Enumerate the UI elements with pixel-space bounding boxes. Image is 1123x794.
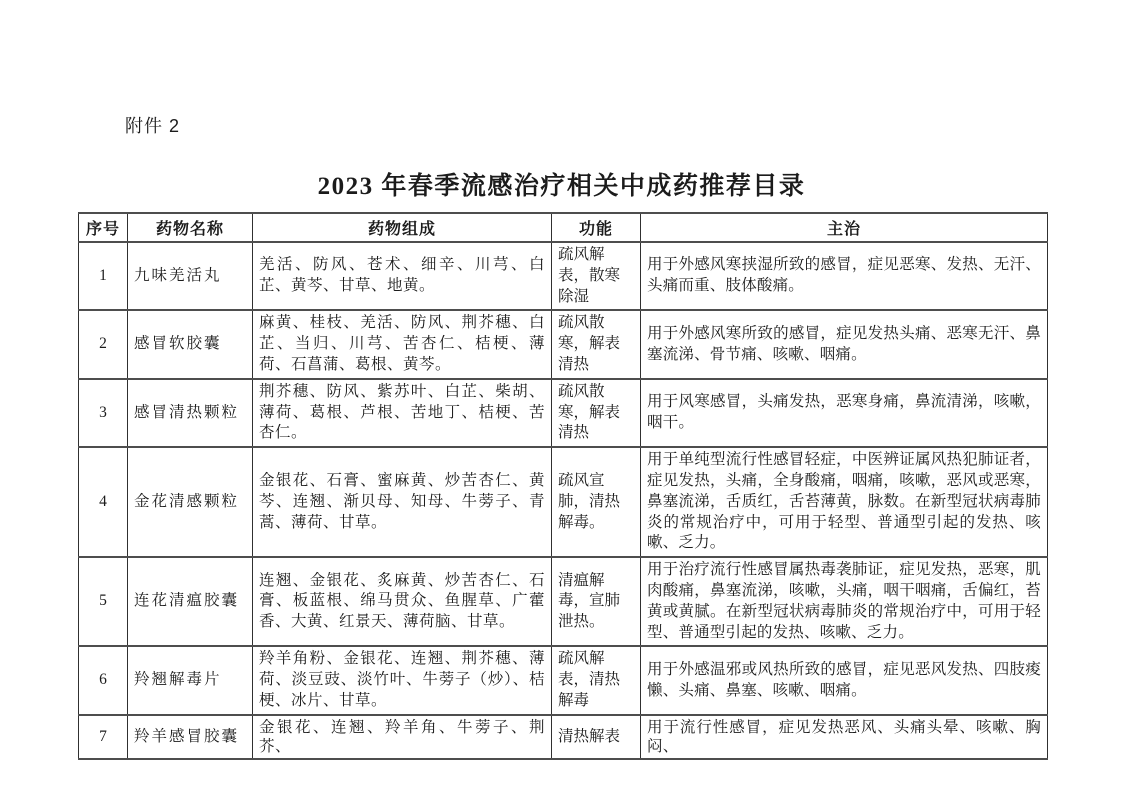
cell-function: 疏风宣肺，清热解毒。 (552, 447, 641, 557)
cell-indication: 用于外感温邪或风热所致的感冒，症见恶风发热、四肢痠懒、头痛、鼻塞、咳嗽、咽痛。 (641, 646, 1048, 714)
cell-function: 疏风解表，散寒除湿 (552, 242, 641, 310)
col-header-composition: 药物组成 (253, 213, 552, 242)
cell-composition: 羚羊角粉、金银花、连翘、荆芥穗、薄荷、淡豆豉、淡竹叶、牛蒡子（炒）、桔梗、冰片、甘草。 (253, 646, 552, 714)
attachment-label: 附件 2 (125, 116, 181, 136)
cell-drug-name: 感冒清热颗粒 (128, 379, 253, 447)
cell-row-number: 1 (79, 242, 128, 310)
cell-row-number: 4 (79, 447, 128, 557)
cell-function: 清热解表 (552, 715, 641, 759)
cell-drug-name: 羚翘解毒片 (128, 646, 253, 714)
cell-composition: 羌活、防风、苍术、细辛、川芎、白芷、黄芩、甘草、地黄。 (253, 242, 552, 310)
cell-function: 疏风解表，清热解毒 (552, 646, 641, 714)
table-row (79, 646, 1048, 714)
cell-indication: 用于外感风寒挟湿所致的感冒，症见恶寒、发热、无汗、头痛而重、肢体酸痛。 (641, 242, 1048, 310)
medicine-table (78, 212, 1048, 760)
table-row (79, 379, 1048, 447)
table-header-row (79, 213, 1048, 242)
cell-composition: 麻黄、桂枝、羌活、防风、荆芥穗、白芷、当归、川芎、苦杏仁、桔梗、薄荷、石菖蒲、葛根、黄芩。 (253, 310, 552, 378)
table-row (79, 715, 1048, 759)
cell-indication: 用于外感风寒所致的感冒，症见发热头痛、恶寒无汗、鼻塞流涕、骨节痛、咳嗽、咽痛。 (641, 310, 1048, 378)
col-header-indication: 主治 (641, 213, 1048, 242)
cell-drug-name: 连花清瘟胶囊 (128, 557, 253, 646)
col-header-function: 功能 (552, 213, 641, 242)
page-title: 2023 年春季流感治疗相关中成药推荐目录 (317, 173, 806, 200)
cell-row-number: 7 (79, 715, 128, 759)
cell-composition: 连翘、金银花、炙麻黄、炒苦杏仁、石膏、板蓝根、绵马贯众、鱼腥草、广藿香、大黄、红景天、薄荷脑、甘草。 (253, 557, 552, 646)
cell-composition: 金银花、连翘、羚羊角、牛蒡子、荆芥、 (253, 715, 552, 759)
cell-indication: 用于治疗流行性感冒属热毒袭肺证，症见发热，恶寒，肌肉酸痛，鼻塞流涕，咳嗽，头痛，咽干咽痛，舌偏红，苔黄或黄腻。在新型冠状病毒肺炎的常规治疗中，可用于轻型、普通型引起的发热、咳嗽、乏力。 (641, 557, 1048, 646)
cell-indication: 用于单纯型流行性感冒轻症，中医辨证属风热犯肺证者，症见发热，头痛，全身酸痛，咽痛，咳嗽，恶风或恶寒，鼻塞流涕，舌质红，舌苔薄黄，脉数。在新型冠状病毒肺炎的常规治疗中，可用于轻型、普通型引起的发热、咳嗽、乏力。 (641, 447, 1048, 557)
table-row (79, 242, 1048, 310)
cell-composition: 荆芥穗、防风、紫苏叶、白芷、柴胡、薄荷、葛根、芦根、苦地丁、桔梗、苦杏仁。 (253, 379, 552, 447)
cell-row-number: 2 (79, 310, 128, 378)
cell-row-number: 5 (79, 557, 128, 646)
cell-function: 疏风散寒，解表清热 (552, 310, 641, 378)
cell-row-number: 3 (79, 379, 128, 447)
cell-drug-name: 感冒软胶囊 (128, 310, 253, 378)
cell-row-number: 6 (79, 646, 128, 714)
cell-drug-name: 羚羊感冒胶囊 (128, 715, 253, 759)
cell-indication: 用于风寒感冒，头痛发热，恶寒身痛，鼻流清涕，咳嗽，咽干。 (641, 379, 1048, 447)
col-header-no: 序号 (79, 213, 128, 242)
table-row (79, 310, 1048, 378)
cell-function: 疏风散寒，解表清热 (552, 379, 641, 447)
col-header-drug-name: 药物名称 (128, 213, 253, 242)
cell-indication: 用于流行性感冒，症见发热恶风、头痛头晕、咳嗽、胸闷、 (641, 715, 1048, 759)
table-row (79, 557, 1048, 646)
cell-drug-name: 金花清感颗粒 (128, 447, 253, 557)
cell-function: 清瘟解毒，宣肺泄热。 (552, 557, 641, 646)
table-row (79, 447, 1048, 557)
cell-drug-name: 九味羌活丸 (128, 242, 253, 310)
cell-composition: 金银花、石膏、蜜麻黄、炒苦杏仁、黄芩、连翘、渐贝母、知母、牛蒡子、青蒿、薄荷、甘草。 (253, 447, 552, 557)
